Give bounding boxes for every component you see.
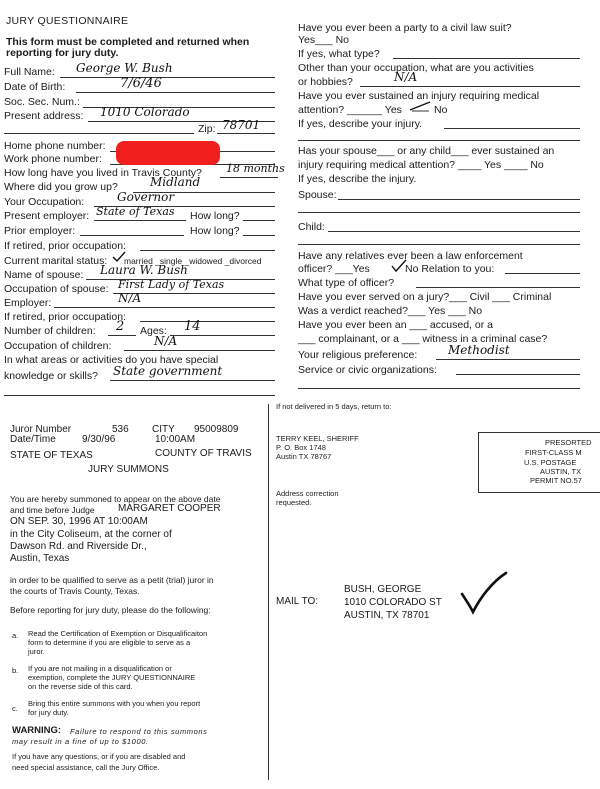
item-b-line-3: on the reverse side of this card. [28,682,133,691]
special-knowledge-line-1: In what areas or activities do you have special [4,354,219,366]
civil-suit-type-line [393,58,580,59]
item-a-line-1: Read the Certification of Exemption or Disqualificaiton [28,629,208,638]
qualified-line-1: in order to be qualified to serve as a petit (trial) juror in [10,575,214,585]
religious-line [436,359,580,360]
relatives-question-2: officer? ___Yes [298,263,370,275]
before-reporting: Before reporting for jury duty, please do the following: [10,605,211,615]
injury-question-2: attention? ______ Yes [298,104,402,116]
intro-line-1: This form must be completed and returned when [6,36,250,48]
civil-suit-type-label: If yes, what type? [298,48,380,60]
warning-line-1: Failure to respond to this summons [70,727,208,736]
on-date: ON SEP. 30, 1996 AT 10:00AM [10,516,148,527]
how-long-label: How long? [190,210,240,222]
employer-2-label: Employer: [4,297,52,309]
phone-redaction [116,141,220,165]
grow-up-label: Where did you grow up? [4,181,118,193]
address-label: Present address: [4,110,84,122]
full-name-value[interactable]: George W. Bush [76,61,173,75]
civic-label: Service or civic organizations: [298,364,437,376]
retired-prior-2-label: If retired, prior occupation: [4,311,126,323]
item-a-line-2: form to determine if you are eligible to serve as a [28,638,191,647]
special-knowledge-line-3 [4,395,275,396]
ages-line [170,335,275,336]
children-occupation-value[interactable]: N/A [154,334,178,348]
hobbies-line [360,86,580,87]
summons-time: 10:00AM [155,434,196,445]
travis-county-value[interactable]: 18 months [226,162,285,175]
relation-line [505,273,580,274]
employer-2-value[interactable]: N/A [118,291,142,305]
travis-county-line [220,177,278,178]
summoned-line-2: and time before Judge [10,505,95,515]
children-line [108,335,136,336]
marital-options: married _single _widowed _divorced [124,256,262,266]
describe-injury-line-2 [298,140,580,141]
item-b-line-1: If you are not mailing in a disqualification or [28,664,172,673]
spouse-injury-line [338,199,580,200]
retired-prior-2-line [140,321,275,322]
item-c-line-1: Bring this entire summons with you when you report [28,699,201,708]
summoned-line-1: You are hereby summoned to appear on the above date [10,494,221,504]
date-time-label: Date/Time [10,434,56,445]
special-knowledge-line [110,380,275,381]
civic-line [456,374,580,375]
address-correction-1: Address correction [276,489,339,498]
location-line-3: Austin, Texas [10,553,70,564]
questionnaire-title: JURY QUESTIONNAIRE [6,15,129,27]
address-correction-2: requested. [276,498,312,507]
summons-date: 9/30/96 [82,434,116,445]
travis-county-label: How long have you lived in Travis County? [4,167,202,179]
child-injury-label: Child: [298,221,325,233]
spouse-name-value[interactable]: Laura W. Bush [100,263,188,277]
spouse-occupation-value[interactable]: First Lady of Texas [118,278,225,291]
hobbies-question-2: or hobbies? [298,76,353,88]
location-line-2: Dawson Rd. and Riverside Dr., [10,541,147,552]
sender-line-1: TERRY KEEL, SHERIFF [276,434,359,443]
sender-line-2: P. O. Box 1748 [276,443,326,452]
officer-type-line [416,287,580,288]
item-a-letter: a. [12,631,19,640]
zip-label: Zip: [198,123,216,135]
religious-label: Your religious preference: [298,349,418,361]
employer-value[interactable]: State of Texas [96,205,175,218]
served-jury-question: Have you ever served on a jury?___ Civil ___ Criminal [298,291,552,303]
spouse-injury-1: Has your spouse___ or any child___ ever sustained an [298,145,555,157]
special-knowledge-value[interactable]: State government [113,364,223,378]
accused-question-1: Have you ever been an ___ accused, or a [298,319,493,331]
prior-employer-line [80,235,184,236]
occupation-value[interactable]: Governor [117,190,175,204]
checkmark-icon [458,570,510,616]
employer-line [94,220,186,221]
employer-label: Present employer: [4,210,90,222]
warning-label: WARNING: [12,725,62,736]
ages-value[interactable]: 14 [184,319,201,334]
hobbies-question-1: Other than your occupation, what are you activities [298,62,534,74]
child-injury-line [328,231,580,232]
retired-prior-line [140,250,275,251]
spouse-injury-label: Spouse: [298,189,337,201]
sender-line-3: Austin TX 78767 [276,452,332,461]
postage-left-border [478,432,479,492]
injury-no-check-icon[interactable] [409,98,431,112]
children-occupation-label: Occupation of children: [4,340,112,352]
retired-prior-label: If retired, prior occupation: [4,240,126,252]
how-long-line [243,220,275,221]
how-long-2-line [243,235,275,236]
hobbies-value[interactable]: N/A [394,70,418,84]
relatives-question-1: Have any relatives ever been a law enforcement [298,250,523,262]
full-name-line [60,77,275,78]
judge-name: MARGARET COOPER [118,503,221,514]
item-b-line-2: exemption, complete the JURY QUESTIONNAIRE [28,673,196,682]
summons-heading: JURY SUMMONS [88,464,169,475]
address-line-2 [4,133,194,134]
item-b-letter: b. [12,666,19,675]
recipient-line-1: BUSH, GEORGE [344,584,422,595]
postage-line-4: AUSTIN, TX [540,467,582,476]
describe-the-injury-label: If yes, describe the injury. [298,173,417,185]
zip-line [217,133,275,134]
full-name-label: Full Name: [4,66,55,78]
injury-question-1: Have you ever sustained an injury requiring medical [298,90,540,102]
dob-label: Date of Birth: [4,81,66,93]
item-c-letter: c. [12,704,18,713]
postage-bottom-border [478,492,600,493]
occupation-label: Your Occupation: [4,196,85,208]
civil-suit-yes-no: Yes___ No [298,34,349,46]
civil-suit-question: Have you ever been a party to a civil law suit? [298,22,512,34]
spouse-name-label: Name of spouse: [4,269,84,281]
how-long-2-label: How long? [190,225,240,237]
zip-value[interactable]: 78701 [222,118,261,132]
postage-line-3: U.S. POSTAGE [524,458,577,467]
summons-divider [268,404,269,780]
juror-number-label: Juror Number [10,424,72,435]
injury-no-label: No [434,104,448,116]
verdict-question: Was a verdict reached?___ Yes ___ No [298,305,483,317]
county-of-travis: COUNTY OF TRAVIS [155,448,252,459]
children-label: Number of children: [4,325,96,337]
work-phone-label: Work phone number: [4,153,102,165]
describe-injury-line [444,128,580,129]
children-occupation-line [124,350,275,351]
postage-line-5: PERMIT NO.57 [530,476,582,485]
religious-value[interactable]: Methodist [448,343,510,357]
employer-2-line [54,307,275,308]
postage-line-2: FIRST-CLASS M [525,448,582,457]
civic-line-2 [298,388,580,389]
grow-up-value[interactable]: Midland [150,175,201,189]
return-note: If not delivered in 5 days, return to: [276,402,392,411]
ssn-label: Soc. Sec. Num.: [4,96,80,108]
children-value[interactable]: 2 [116,319,125,334]
address-value[interactable]: 1010 Colorado [100,105,190,119]
spouse-injury-line-2 [298,212,580,213]
relatives-no-label: No Relation to you: [405,263,495,275]
intro-line-2: reporting for jury duty. [6,47,119,59]
item-a-line-3: juror. [28,647,45,656]
warning-line-2: may result in a fine of up to $1000. [12,737,149,746]
questions-line-2: need special assistance, call the Jury Office. [12,763,160,772]
marital-status-label: Current marital status: [4,255,108,267]
mail-to-label: MAIL TO: [276,596,319,607]
home-phone-label: Home phone number: [4,140,106,152]
dob-value[interactable]: 7/6/46 [120,76,162,91]
qualified-line-2: the courts of Travis County, Texas. [10,586,140,596]
spouse-occupation-label: Occupation of spouse: [4,283,109,295]
spouse-injury-2: injury requiring medical attention? ____ Yes ____ No [298,159,544,171]
juror-number: 536 [112,424,129,435]
recipient-line-3: AUSTIN, TX 78701 [344,610,430,621]
location-line-1: in the City Coliseum, at the corner of [10,529,172,540]
accused-question-2: ___ complainant, or a ___ witness in a criminal case? [298,333,548,345]
special-knowledge-line-2: knowledge or skills? [4,370,98,382]
state-of-texas: STATE OF TEXAS [10,450,93,461]
child-injury-line-2 [298,244,580,245]
item-c-line-2: for jury duty. [28,708,69,717]
city-label: CITY [152,424,175,435]
city-number: 95009809 [194,424,239,435]
questions-line-1: If you have any questions, or if you are disabled and [12,752,186,761]
officer-type-label: What type of officer? [298,277,395,289]
ages-label: Ages: [140,325,167,337]
dob-line [76,92,275,93]
prior-employer-label: Prior employer: [4,225,76,237]
describe-injury-label: If yes, describe your injury. [298,118,423,130]
postage-top-border [478,432,600,433]
recipient-line-2: 1010 COLORADO ST [344,597,442,608]
postage-line-1: PRESORTED [545,438,592,447]
